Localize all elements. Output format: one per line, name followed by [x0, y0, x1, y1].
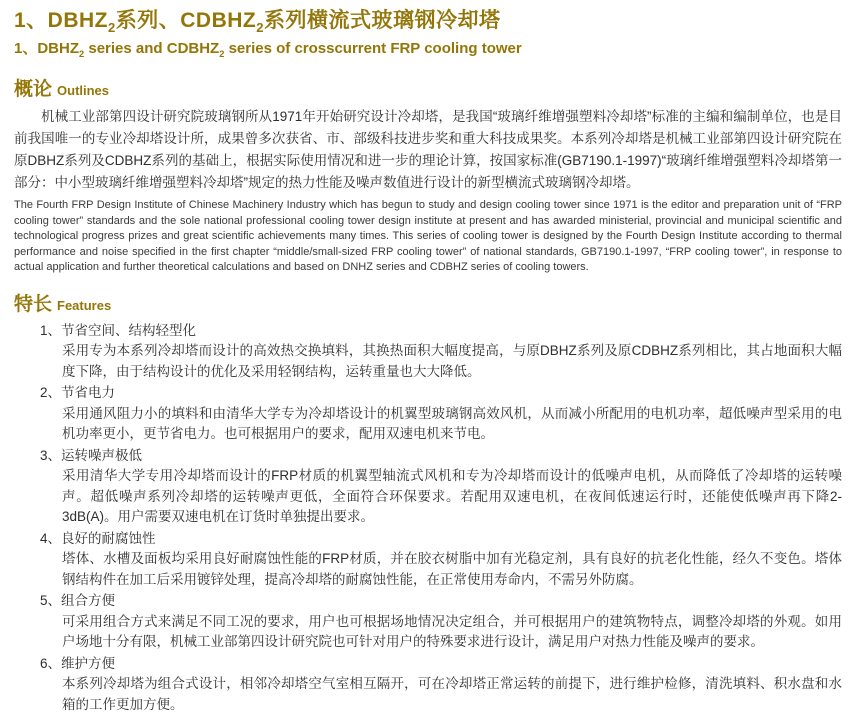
- feature-item-6: [40, 654, 842, 715]
- feature-item-5: [40, 591, 842, 653]
- feature-title: [40, 654, 842, 675]
- feature-body: 采用通风阻力小的填料和由清华大学专为冷却塔设计的机翼型玻璃钢高效风机，从而减小所配用的电机功率，超低噪声型采用的电机功率更小，更节省电力。也可根据用户的要求，配用双速电机来节电。: [40, 404, 842, 445]
- features-heading: [14, 289, 842, 316]
- outlines-paragraph-en: The Fourth FRP Design Institute of Chinese Machinery Industry which has begun to study and design cooling tower since 1971 is the editor and preparation unit of “FRP cooling tower” standards and the sole national professional cooling tower design institute at present and has awarded ministerial, provincial and municipal scientific and technological progress prizes and great scientific achievements many times. This series of cooling tower is designed by the Fourth Design Institute according to thermal performance and noise specified in the first chapter “middle/small-sized FRP cooling tower” of national standards, GB7190.1-1997, “FRP cooling tower”, in response to actual application and further theoretical calculations and based on DNHZ series and CDBHZ series of cooling towers.: [14, 198, 842, 276]
- page-title-en: [14, 39, 842, 58]
- title-en-part1: 1、DBHZ: [14, 40, 79, 57]
- features-heading-zh: 特长: [14, 294, 52, 315]
- feature-item-3: [40, 446, 842, 528]
- feature-number: 3、: [40, 448, 61, 463]
- feature-title: [40, 529, 842, 550]
- feature-title: [40, 591, 842, 612]
- title-en-subscript2: 2: [219, 49, 224, 59]
- feature-title-text: 维护方便: [61, 656, 115, 671]
- title-zh-part3: 系列横流式玻璃钢冷却塔: [264, 9, 501, 32]
- title-zh-part1: 1、DBHZ: [14, 9, 108, 32]
- title-en-part2: series and CDBHZ: [84, 40, 219, 57]
- feature-title-text: 良好的耐腐蚀性: [61, 531, 156, 546]
- feature-title-text: 组合方便: [61, 593, 115, 608]
- feature-body: 采用专为本系列冷却塔而设计的高效热交换填料，其换热面积大幅度提高，与原DBHZ系列及原CDBHZ系列相比，其占地面积大幅度下降，由于结构设计的优化及采用轻钢结构，运转重量也大大降低。: [40, 341, 842, 382]
- feature-title-text: 运转噪声极低: [61, 448, 142, 463]
- title-zh-subscript2: 2: [256, 20, 264, 35]
- features-heading-en: Features: [57, 298, 111, 313]
- feature-item-1: [40, 321, 842, 383]
- feature-body: 采用清华大学专用冷却塔而设计的FRP材质的机翼型轴流式风机和专为冷却塔而设计的低噪声电机，从而降低了冷却塔的运转噪声。超低噪声系列冷却塔的运转噪声更低，全面符合环保要求。若配用双速电机，在夜间低速运行时，还能使低噪声再下降2-3dB(A)。用户需要双速电机在订货时单独提出要求。: [40, 466, 842, 528]
- page-title-zh: [14, 8, 842, 34]
- feature-number: 1、: [40, 323, 61, 338]
- title-en-part3: series of crosscurrent FRP cooling tower: [224, 40, 521, 57]
- feature-title-text: 节省电力: [61, 385, 115, 400]
- feature-number: 5、: [40, 593, 61, 608]
- outlines-heading: [14, 74, 842, 101]
- title-zh-part2: 系列、CDBHZ: [116, 9, 257, 32]
- title-zh-subscript1: 2: [108, 20, 116, 35]
- feature-item-2: [40, 383, 842, 445]
- outlines-heading-en: Outlines: [57, 83, 109, 98]
- feature-body: 可采用组合方式来满足不同工况的要求，用户也可根据场地情况决定组合，并可根据用户的建筑物特点，调整冷却塔的外观。如用户场地十分有限，机械工业部第四设计研究院也可针对用户的特殊要求进行设计，满足用户对热力性能及噪声的要求。: [40, 612, 842, 653]
- feature-body: 本系列冷却塔为组合式设计，相邻冷却塔空气室相互隔开，可在冷却塔正常运转的前提下，进行维护检修，清洗填料、积水盘和水箱的工作更加方便。: [40, 674, 842, 715]
- outlines-paragraph-zh: 机械工业部第四设计研究院玻璃钢所从1971年开始研究设计冷却塔，是我国“玻璃纤维增强塑料冷却塔”标准的主编和编制单位，也是目前我国唯一的专业冷却塔设计所，成果曾多次获省、市、部级科技进步奖和重大科技成果奖。本系列冷却塔是机械工业部第四设计研究院在原DBHZ系列及CDBHZ系列的基础上，根据实际使用情况和进一步的理论计算，按国家标准(GB7190.1-1997)“玻璃纤维增强塑料冷却塔第一部分：中小型玻璃纤维增强塑料冷却塔”规定的热力性能及噪声数值进行设计的新型横流式玻璃钢冷却塔。: [14, 106, 842, 194]
- title-en-subscript1: 2: [79, 49, 84, 59]
- feature-item-4: [40, 529, 842, 591]
- feature-body: 塔体、水槽及面板均采用良好耐腐蚀性能的FRP材质，并在胶衣树脂中加有光稳定剂，具有良好的抗老化性能，经久不变色。塔体钢结构件在加工后采用镀锌处理，提高冷却塔的耐腐蚀性能，在正常使用寿命内，不需另外防腐。: [40, 549, 842, 590]
- feature-number: 2、: [40, 385, 61, 400]
- outlines-heading-zh: 概论: [14, 79, 52, 100]
- feature-number: 4、: [40, 531, 61, 546]
- feature-title: [40, 383, 842, 404]
- feature-number: 6、: [40, 656, 61, 671]
- feature-title: [40, 321, 842, 342]
- feature-list: [14, 321, 842, 715]
- feature-title: [40, 446, 842, 467]
- feature-title-text: 节省空间、结构轻型化: [61, 323, 196, 338]
